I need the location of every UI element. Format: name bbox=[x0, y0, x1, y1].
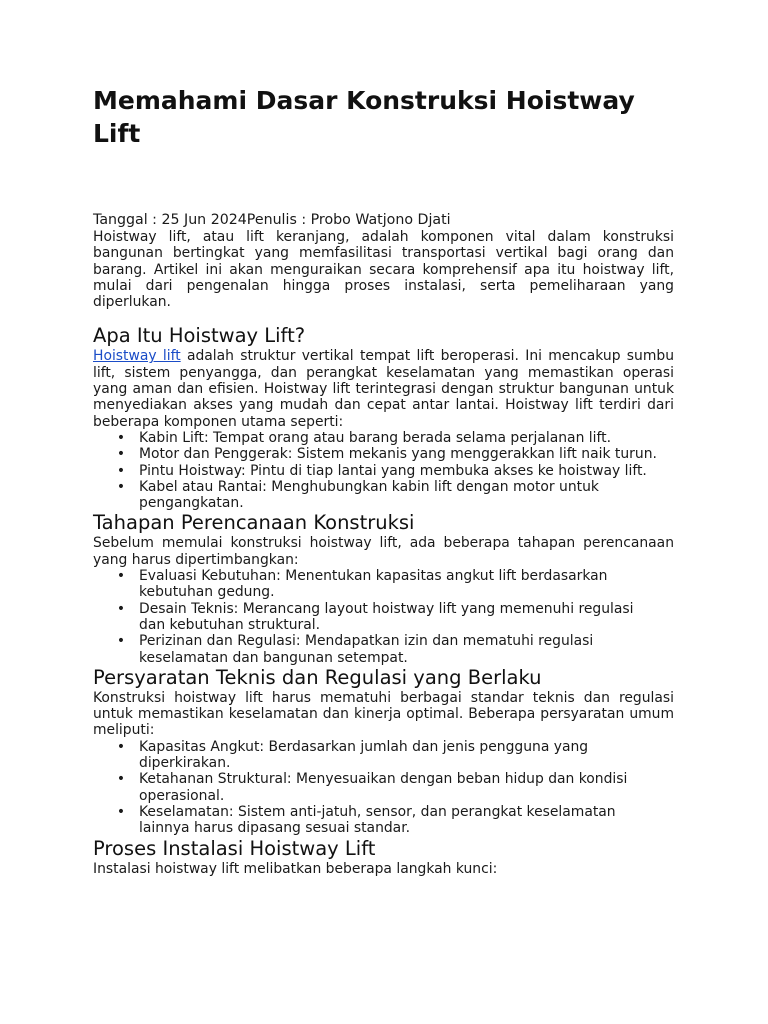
bullet-icon: • bbox=[116, 429, 126, 446]
bullet-icon: • bbox=[116, 446, 126, 463]
bullet-icon: • bbox=[116, 568, 126, 585]
list-item: • Keselamatan: Sistem anti-jatuh, sensor, dan perangkat keselamatan lainnya harus dipasang sesuai standar. bbox=[116, 803, 616, 837]
bullet-icon: • bbox=[116, 462, 126, 479]
bullet-list-persyaratan bbox=[93, 739, 674, 837]
section-text-perencanaan: Sebelum memulai konstruksi hoistway lift, ada beberapa tahapan perencanaan yang harus dipertimbangkan: bbox=[93, 535, 674, 568]
list-item: • Desain Teknis: Merancang layout hoistway lift yang memenuhi regulasi dan kebutuhan struktural. bbox=[116, 600, 634, 633]
section-text-instalasi: Instalasi hoistway lift melibatkan beberapa langkah kunci: bbox=[93, 860, 498, 877]
section-text-persyaratan: Konstruksi hoistway lift harus mematuhi berbagai standar teknis dan regulasi untuk memastikan keselamatan dan kinerja optimal. Beberapa persyaratan umum meliputi: bbox=[93, 689, 674, 739]
bullet-list-komponen bbox=[93, 430, 674, 511]
section-text-body: adalah struktur vertikal tempat lift beroperasi. Ini mencakup sumbu lift, sistem penyangga, dan perangkat keselamatan yang memastikan operasi yang aman dan efisien. Hoistway lift terintegrasi dengan struktur bangunan untuk menyediakan akses yang mudah dan cepat antar lantai. Hoistway lift terdiri dari beberapa komponen utama seperti: bbox=[93, 348, 675, 430]
list-item: • Kapasitas Angkut: Berdasarkan jumlah dan jenis pengguna yang diperkirakan. bbox=[116, 738, 589, 772]
hoistway-lift-link[interactable]: Hoistway lift bbox=[93, 348, 181, 365]
intro-paragraph: Hoistway lift, atau lift keranjang, adalah komponen vital dalam konstruksi bangunan bertingkat yang memfasilitasi transportasi vertikal bagi orang dan barang. Artikel ini akan menguraikan secara komprehensif apa itu hoistway lift, mulai dari pengenalan hingga proses instalasi, serta pemeliharaan yang diperlukan. bbox=[93, 229, 674, 311]
bullet-icon: • bbox=[116, 633, 126, 650]
list-item: • Evaluasi Kebutuhan: Menentukan kapasitas angkut lift berdasarkan kebutuhan gedung. bbox=[116, 568, 608, 601]
bullet-icon: • bbox=[116, 738, 126, 755]
article-title: Memahami Dasar Konstruksi Hoistway Lift bbox=[93, 86, 635, 148]
list-item: • Ketahanan Struktural: Menyesuaikan dengan beban hidup dan kondisi operasional. bbox=[116, 771, 628, 804]
bullet-icon: • bbox=[116, 803, 126, 820]
list-item: • Motor dan Penggerak: Sistem mekanis yang menggerakkan lift naik turun. bbox=[116, 446, 657, 463]
list-item: • Pintu Hoistway: Pintu di tiap lantai yang membuka akses ke hoistway lift. bbox=[116, 462, 647, 479]
bullet-icon: • bbox=[116, 478, 126, 495]
section-heading-instalasi: Proses Instalasi Hoistway Lift bbox=[93, 836, 376, 860]
list-item: • Kabel atau Rantai: Menghubungkan kabin lift dengan motor untuk pengangkatan. bbox=[116, 478, 599, 512]
section-heading-apa-itu: Apa Itu Hoistway Lift? bbox=[93, 324, 306, 348]
section-heading-perencanaan: Tahapan Perencanaan Konstruksi bbox=[93, 511, 415, 535]
list-item: • Kabin Lift: Tempat orang atau barang berada selama perjalanan lift. bbox=[116, 429, 612, 446]
bullet-icon: • bbox=[116, 771, 126, 788]
list-item: • Perizinan dan Regulasi: Mendapatkan izin dan mematuhi regulasi keselamatan dan bangunan setempat. bbox=[116, 633, 594, 666]
article-meta: Tanggal : 25 Jun 2024Penulis : Probo Watjono Djati bbox=[93, 212, 451, 228]
bullet-icon: • bbox=[116, 600, 126, 617]
section-heading-persyaratan: Persyaratan Teknis dan Regulasi yang Berlaku bbox=[93, 665, 542, 689]
bullet-list-perencanaan bbox=[93, 568, 674, 666]
section-text-apa-itu bbox=[93, 348, 674, 429]
